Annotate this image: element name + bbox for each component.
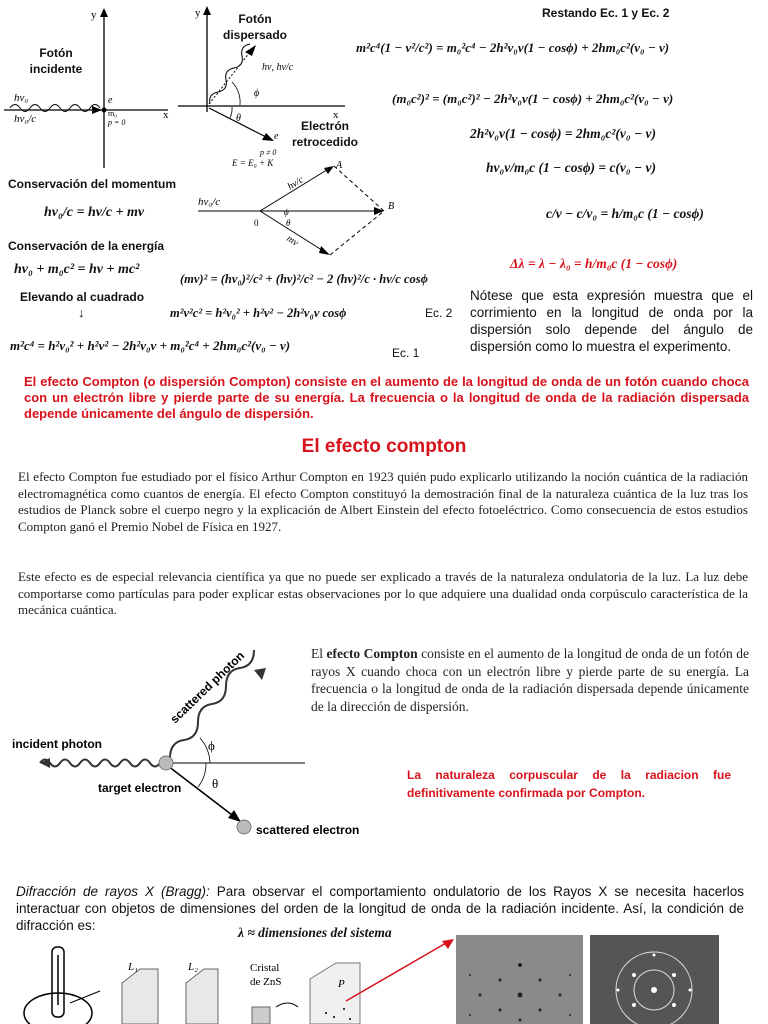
hvc-vec-label: hν/c bbox=[285, 174, 306, 193]
phi-label-1: ϕ bbox=[254, 88, 260, 99]
ec1-label: Ec. 1 bbox=[392, 346, 420, 360]
paragraph-history: El efecto Compton fue estudiado por el físico Arthur Compton en 1923 quién pudo explicarlo utilizando la noción cuántica de la radiación electromagnética como cuantos de energía. El efecto Compton constituyó la demostración final de la naturaleza cuántica de la luz tras los estudios de Planck sobre el cuerpo negro y la explicación de Albert Einstein del efecto fotoeléctrico. Como consecuencia de estos estudios Compton ganó el Premio Nobel de Física en 1927. bbox=[18, 469, 748, 534]
axis-x-label-2: x bbox=[333, 109, 339, 121]
e-label: e bbox=[108, 95, 113, 106]
photon-incident-label: Fotón incidente bbox=[29, 46, 83, 76]
axis-x-label-1: x bbox=[163, 109, 169, 121]
momentum-eq: hν₀/c = hν/c + mv bbox=[44, 205, 145, 220]
scattered-photon-label: scattered photon bbox=[167, 648, 248, 727]
bragg-formula: λ ≈ dimensiones del sistema bbox=[238, 925, 392, 940]
right-eq-5: c/ν − c/ν₀ = h/m₀c (1 − cosϕ) bbox=[546, 206, 704, 221]
B-label: B bbox=[388, 201, 395, 212]
theta-label-1: θ bbox=[236, 113, 241, 124]
ec2-label: Ec. 2 bbox=[425, 306, 453, 320]
P-label: P bbox=[338, 978, 345, 990]
right-eq-2: (m₀c²)² = (m₀c²)² − 2h²ν₀ν(1 − cosϕ) + 2hm₀c²(ν₀ − ν) bbox=[392, 91, 674, 106]
compton-diagram-top bbox=[0, 0, 370, 180]
phi-label-3: ϕ bbox=[208, 738, 215, 753]
electron-recoil-label: Electrón retrocedido bbox=[291, 119, 358, 149]
L2-label: L₂ bbox=[188, 961, 198, 973]
electron-dot bbox=[102, 108, 107, 113]
L1-label: L₁ bbox=[128, 961, 138, 973]
m2c4-eq: m²c⁴ = h²ν₀² + h²ν² − 2h²ν₀ν + m₀²c⁴ + 2hm₀c²(ν₀ − ν) bbox=[10, 338, 291, 353]
theta-label-2: θ bbox=[286, 218, 291, 228]
incident-photon-label: incident photon bbox=[12, 737, 102, 751]
energy-label: E = E₀ + K bbox=[232, 158, 274, 168]
summary-red: El efecto Compton (o dispersión Compton) consiste en el aumento de la longitud de onda de un fotón cuando choca con un electrón libre y pierde parte de su energía. La frecuencia o la longitud de onda de la radiación dispersada depende únicamente del ángulo de dispersión. bbox=[24, 374, 749, 421]
shift-note: Nótese que esta expresión muestra que el corrimiento en la longitud de onda por la dispersión solo depende del ángulo de dispersión como lo muestra el experimento. bbox=[470, 288, 753, 354]
crystal-label-1: Cristal bbox=[250, 962, 280, 974]
O-label: 0 bbox=[254, 218, 259, 228]
crystal-label-2: de ZnS bbox=[250, 976, 282, 988]
hv0c-vec-label: hν₀/c bbox=[198, 196, 221, 208]
phi-label-2: ϕ bbox=[284, 207, 289, 217]
bragg-paragraph: Difracción de rayos X (Bragg): Para observar el comportamiento ondulatorio de los Rayos X se necesita hacerlos interactuar con objetos de dimensiones del orden de la longitud de onda de la radiación incidente. Así, la condición de difracción es: bbox=[16, 884, 744, 933]
down-arrow: ↓ bbox=[78, 305, 85, 320]
subtract-title: Restando Ec. 1 y Ec. 2 bbox=[542, 6, 670, 20]
momentum-vector-diagram bbox=[190, 160, 430, 260]
m0-label: m₀ bbox=[108, 109, 118, 118]
paragraph-relevance: Este efecto es de especial relevancia científica ya que no puede ser explicado a través de la naturaleza ondulatoria de la luz. La luz debe comportarse como partículas para poder explicar estas observaciones por lo que adquiere una dualidad onda corpúsculo característica de la mecánica cuántica. bbox=[18, 569, 748, 617]
mv-vec-label: mv bbox=[284, 233, 301, 249]
m2v2c2-eq: m²v²c² = h²ν₀² + h²ν² − 2h²ν₀ν cosϕ bbox=[170, 306, 347, 320]
bragg-apparatus bbox=[0, 935, 768, 1024]
p0-label: p = 0 bbox=[108, 118, 126, 127]
momentum-title: Conservación del momentum bbox=[8, 177, 177, 191]
right-eq-3: 2h²ν₀ν(1 − cosϕ) = 2hm₀c²(ν₀ − ν) bbox=[470, 126, 657, 141]
photon-scattered-label: Fotón dispersado bbox=[222, 12, 288, 42]
pneq-label: p ≠ 0 bbox=[260, 148, 277, 157]
target-electron-label: target electron bbox=[98, 781, 182, 795]
compton-shift-eq: Δλ = λ − λ₀ = h/m₀c (1 − cosϕ) bbox=[510, 256, 678, 271]
scattered-electron-label: scattered electron bbox=[256, 823, 360, 837]
A-label: A bbox=[336, 160, 343, 171]
axis-y-label-1: y bbox=[91, 9, 97, 21]
hv0c-label: hν₀/c bbox=[14, 113, 37, 125]
mv-squared-eq: (mv)² = (hν₀)²/c² + (hν)²/c² − 2 (hν)²/c · hν/c cosϕ bbox=[180, 272, 428, 286]
square-title: Elevando al cuadrado bbox=[20, 290, 145, 304]
right-eq-1: m²c⁴(1 − v²/c²) = m₀²c⁴ − 2h²ν₀ν(1 − cosϕ) + 2hm₀c²(ν₀ − ν) bbox=[356, 40, 670, 55]
paragraph-compton-definition: El efecto Compton consiste en el aumento de la longitud de onda de un fotón de rayos X cuando choca con un electrón libre y pierde parte de su energía. La frecuencia o la longitud de onda de la radiación dispersada depende únicamente de la dirección de dispersión. bbox=[311, 646, 750, 714]
energy-eq: hν₀ + m₀c² = hν + mc² bbox=[14, 262, 140, 277]
energy-title: Conservación de la energía bbox=[8, 239, 165, 253]
hv0-label: hν₀ bbox=[14, 92, 29, 104]
axis-y-label-2: y bbox=[195, 7, 201, 19]
section-title: El efecto compton bbox=[301, 436, 467, 457]
red-note: La naturaleza corpuscular de la radiacion fue definitivamente confirmada por Compton. bbox=[407, 768, 731, 800]
hv-hvc-label: hν, hν/c bbox=[262, 62, 294, 73]
e-label-2: e bbox=[274, 131, 279, 142]
right-eq-4: hν₀ν/m₀c (1 − cosϕ) = c(ν₀ − ν) bbox=[486, 160, 657, 175]
theta-label-3: θ bbox=[212, 776, 219, 791]
